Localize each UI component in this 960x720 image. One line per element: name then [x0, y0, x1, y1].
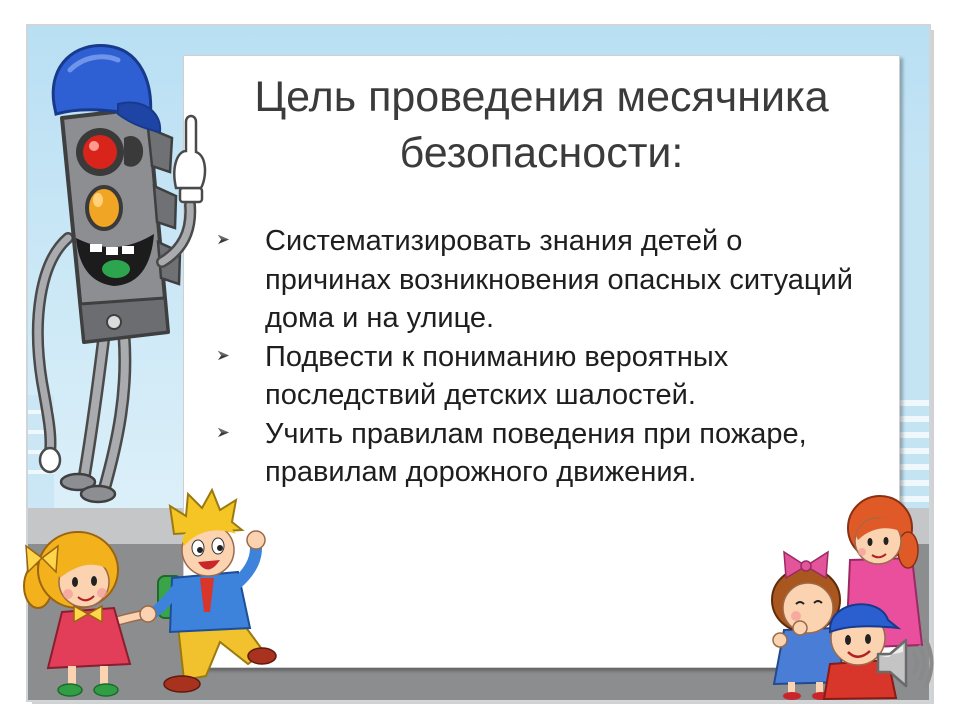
arrow-bullet-icon	[218, 234, 229, 245]
list-item-text: правилам дорожного движения.	[265, 456, 697, 488]
arrow-bullet-icon	[218, 427, 229, 438]
list-item	[215, 338, 895, 415]
list-item-text: дома и на улице.	[265, 302, 495, 334]
speaker-icon[interactable]	[872, 632, 936, 694]
list-item-text: Систематизировать знания детей о	[265, 225, 743, 257]
list-item-text: последствий детских шалостей.	[265, 379, 696, 411]
list-item-text: Учить правилам поведения при пожаре,	[265, 417, 807, 450]
title-line: безопасности:	[399, 129, 684, 177]
list-item-text: причинах возникновения опасных ситуаций	[265, 263, 853, 296]
title-line: Цель проведения месячника	[254, 73, 829, 121]
list-item	[215, 415, 895, 492]
building-left	[28, 395, 54, 515]
slide-title	[183, 69, 900, 181]
list-item	[215, 222, 895, 338]
building-right	[896, 170, 929, 545]
list-item-text: Подвести к пониманию вероятных	[265, 340, 729, 373]
arrow-bullet-icon	[218, 350, 229, 361]
goal-list	[215, 222, 895, 492]
